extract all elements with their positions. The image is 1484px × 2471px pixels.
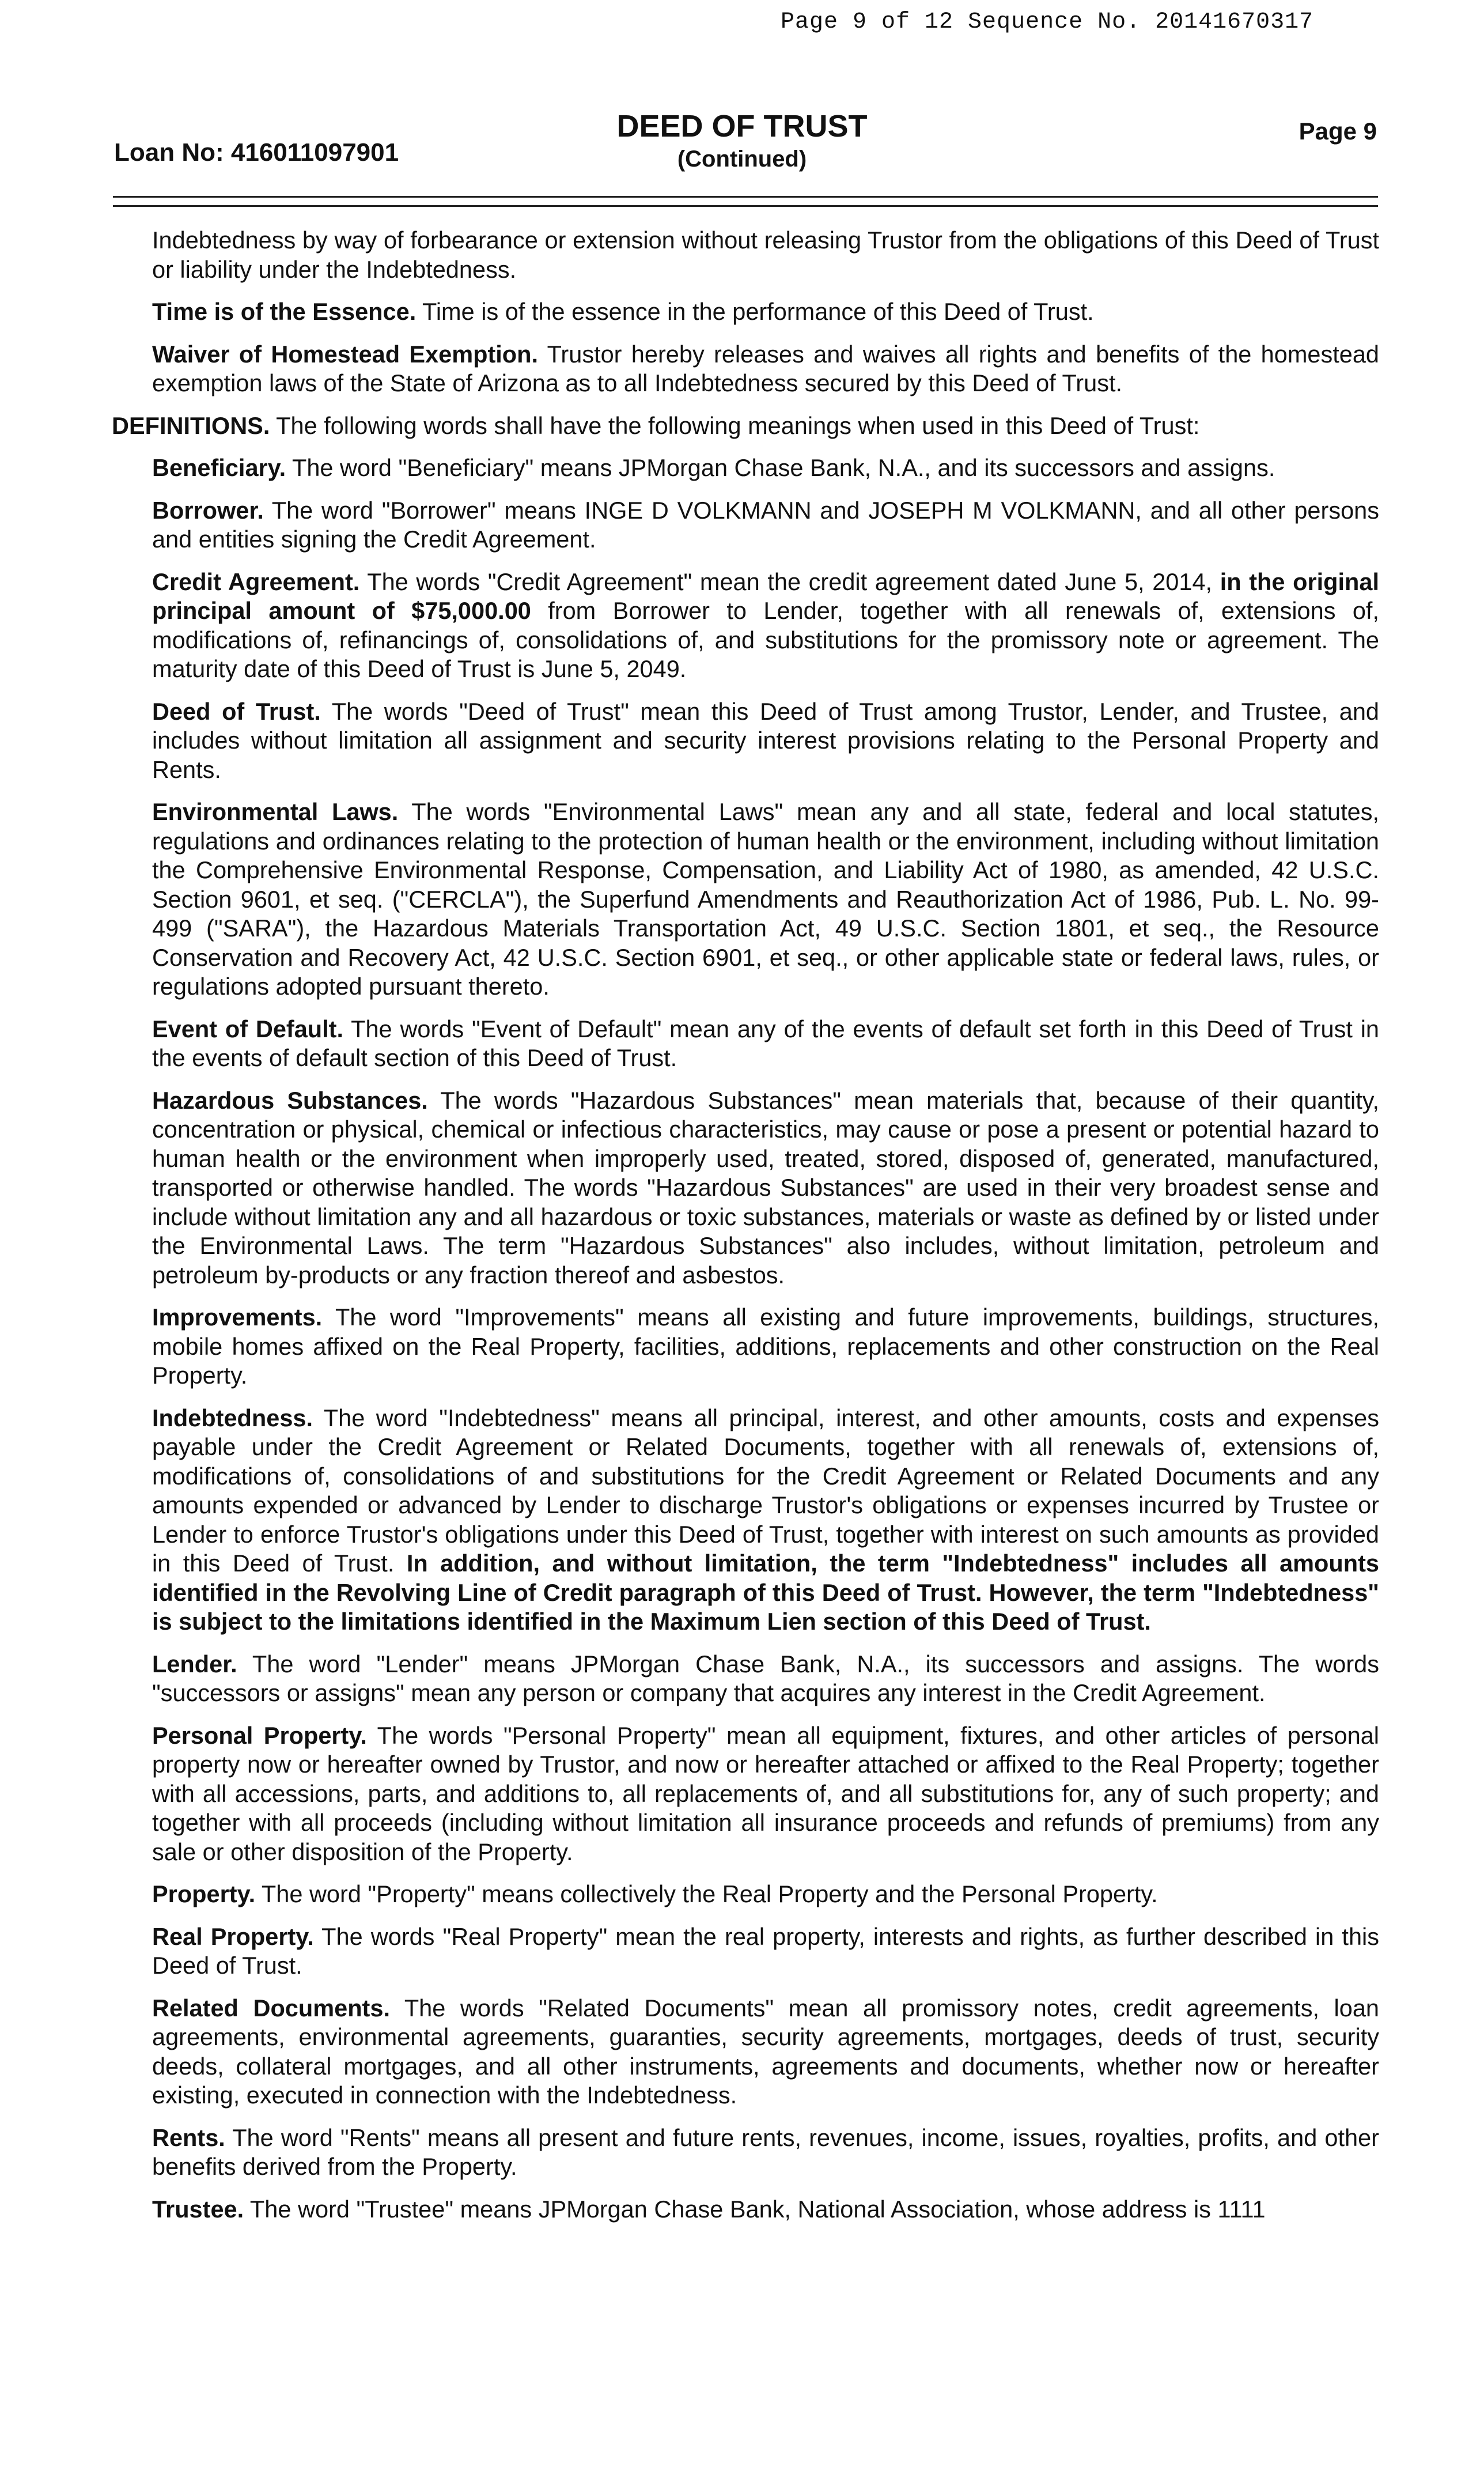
paragraph-text: The words "Hazardous Substances" mean materials that, because of their quantity, concentration or physical, chemical or infectious characteristics, may cause or pose a present or potential hazard to human health or the environment when improperly used, treated, stored, disposed of, generated, manufactured, transported or otherwise handled. The words "Hazardous Substances" are used in their very broadest sense and include without limitation any and all hazardous or toxic substances, materials or waste as defined by or listed under the Environmental Laws. The term "Hazardous Substances" also includes, without limitation, petroleum and petroleum by-products or any fraction thereof and asbestos. (152, 1086, 1380, 1289)
definition-beneficiary (152, 454, 1379, 483)
paragraph-text: The word "Borrower" means INGE D VOLKMANN and JOSEPH M VOLKMANN, and all other persons and entities signing the Credit Agreement. (152, 496, 1379, 553)
paragraph-text: The word "Lender" means JPMorgan Chase Bank, N.A., its successors and assigns. The words "successors or assigns" mean any person or company that acquires any interest in the Credit Agreement. (152, 1650, 1379, 1706)
paragraph-text: from Borrower to Lender, together with all renewals of, extensions of, modifications of, refinancings of, consolidations of, and substitutions for the promissory note or agreement. The maturity date of this Deed of Trust is June 5, 2049. (152, 597, 1379, 682)
header-rule-top (113, 196, 1378, 198)
paragraph-text: Indebtedness by way of forbearance or extension without releasing Trustor from the obligations of this Deed of Trust or liability under the Indebtedness. (152, 226, 1379, 283)
term-heading: Property. (152, 1880, 256, 1907)
paragraph-text: The word "Indebtedness" means all principal, interest, and other amounts, costs and expenses payable under the Credit Agreement or Related Documents, together with all renewals of, extensions of, modifications of, consolidations of and substitutions for the Credit Agreement or Related Documents and any amounts expended or advanced by Lender to discharge Trustor's obligations or expenses incurred by Trustee or Lender to enforce Trustor's obligations under this Deed of Trust, together with interest on such amounts as provided in this Deed of Trust. (152, 1404, 1379, 1577)
definition-personal-property (152, 1721, 1379, 1867)
definition-indebtedness (152, 1404, 1379, 1637)
paragraph-text: Trustor hereby releases and waives all rights and benefits of the homestead exemption laws of the State of Arizona as to all Indebtedness secured by this Deed of Trust. (152, 340, 1379, 396)
paragraph-text: The word "Improvements" means all existing and future improvements, buildings, structures, mobile homes affixed on the Real Property, facilities, additions, replacements and other construction on the Real Property. (152, 1303, 1379, 1389)
term-heading: Indebtedness. (152, 1404, 313, 1431)
header-rule-bottom (113, 205, 1378, 207)
term-heading: Real Property. (152, 1922, 314, 1950)
definition-deed-of-trust (152, 697, 1379, 785)
paragraph-text: The words "Event of Default" mean any of the events of default set forth in this Deed of Trust in the events of default section of this Deed of Trust. (152, 1015, 1379, 1071)
paragraph-forbearance (152, 226, 1379, 284)
paragraph-text: Time is of the essence in the performance of this Deed of Trust. (416, 298, 1094, 325)
term-heading: Borrower. (152, 496, 264, 524)
definition-improvements (152, 1303, 1379, 1391)
paragraph-text: The word "Property" means collectively the Real Property and the Personal Property. (255, 1880, 1158, 1907)
paragraph-text: The word "Rents" means all present and future rents, revenues, income, issues, royalties, profits, and other benefits derived from the Property. (152, 2124, 1379, 2180)
paragraph-text: The word "Beneficiary" means JPMorgan Chase Bank, N.A., and its successors and assigns. (286, 454, 1275, 481)
term-heading: Personal Property. (152, 1721, 367, 1749)
document-body (112, 226, 1380, 2237)
loan-number: Loan No: 416011097901 (114, 138, 399, 167)
paragraph-text: The word "Trustee" means JPMorgan Chase Bank, National Association, whose address is 1111 (244, 2195, 1266, 2223)
paragraph-text: The following words shall have the following meanings when used in this Deed of Trust: (270, 411, 1200, 439)
paragraph-text: The words "Personal Property" mean all equipment, fixtures, and other articles of personal property now or hereafter owned by Trustor, and now or hereafter attached or affixed to the Real Property; together with all accessions, parts, and additions to, all replacements of, and all substitutions for, any of such property; and together with all proceeds (including without limitation all insurance proceeds and refunds of premiums) from any sale or other disposition of the Property. (152, 1721, 1379, 1865)
term-heading: Waiver of Homestead Exemption. (152, 340, 539, 368)
paragraph-text: The words "Related Documents" mean all promissory notes, credit agreements, loan agreements, environmental agreements, guaranties, security agreements, mortgages, deeds of trust, security deeds, collateral mortgages, and all other instruments, agreements and documents, whether now or hereafter existing, executed in connection with the Indebtedness. (152, 1994, 1379, 2109)
paragraph-homestead-waiver (152, 340, 1379, 398)
definition-real-property (152, 1922, 1379, 1981)
definition-property (152, 1880, 1379, 1909)
term-heading: Deed of Trust. (152, 697, 321, 725)
definitions-section-heading (112, 411, 1379, 441)
sequence-line: Page 9 of 12 Sequence No. 20141670317 (781, 9, 1314, 35)
principal-amount-text: in the original principal amount of $75,000.00 (152, 568, 1380, 624)
definition-credit-agreement (152, 568, 1379, 684)
term-heading: Lender. (152, 1650, 237, 1677)
paragraph-text: The words "Deed of Trust" mean this Deed of Trust among Trustor, Lender, and Trustee, and includes without limitation all assignment and security interest provisions relating to the Personal Property and Rents. (152, 697, 1379, 783)
term-heading: Improvements. (152, 1303, 323, 1331)
definition-environmental-laws (152, 798, 1379, 1002)
term-heading: Hazardous Substances. (152, 1086, 428, 1114)
term-heading: Beneficiary. (152, 454, 286, 481)
term-heading: Trustee. (152, 2195, 244, 2223)
definition-lender (152, 1650, 1379, 1708)
paragraph-text: The words "Credit Agreement" mean the credit agreement dated June 5, 2014, (359, 568, 1220, 595)
term-heading: Environmental Laws. (152, 798, 399, 825)
term-heading: Related Documents. (152, 1994, 390, 2022)
definition-trustee (152, 2195, 1379, 2224)
section-heading: DEFINITIONS. (112, 411, 270, 439)
paragraph-text: The words "Environmental Laws" mean any and all state, federal and local statutes, regulations and ordinances relating to the protection of human health or the environment, including without limitation the Comprehensive Environmental Response, Compensation, and Liability Act of 1980, as amended, 42 U.S.C. Section 9601, et seq. ("CERCLA"), the Superfund Amendments and Reauthorization Act of 1986, Pub. L. No. 99-499 ("SARA"), the Hazardous Materials Transportation Act, 49 U.S.C. Section 1801, et seq., the Resource Conservation and Recovery Act, 42 U.S.C. Section 6901, et seq., or other applicable state or federal laws, rules, or regulations adopted pursuant thereto. (152, 798, 1379, 1000)
term-heading: Credit Agreement. (152, 568, 360, 595)
term-heading: Time is of the Essence. (152, 298, 417, 325)
document-title: DEED OF TRUST (616, 109, 868, 143)
indebtedness-bold-clause: In addition, and without limitation, the term "Indebtedness" includes all amounts identified in the Revolving Line of Credit paragraph of this Deed of Trust. However, the term "Indebtedness" is subject to the limitations identified in the Maximum Lien section of this Deed of Trust. (152, 1550, 1380, 1635)
definition-hazardous-substances (152, 1086, 1379, 1290)
definition-event-of-default (152, 1015, 1379, 1073)
term-heading: Event of Default. (152, 1015, 344, 1042)
paragraph-time-of-essence (152, 297, 1379, 327)
paragraph-text: The words "Real Property" mean the real property, interests and rights, as further described in this Deed of Trust. (152, 1922, 1379, 1979)
document-subtitle: (Continued) (677, 146, 807, 172)
term-heading: Rents. (152, 2124, 225, 2151)
page-number: Page 9 (1298, 118, 1377, 145)
definition-borrower (152, 496, 1379, 554)
definition-rents (152, 2124, 1379, 2182)
definition-related-documents (152, 1994, 1379, 2110)
